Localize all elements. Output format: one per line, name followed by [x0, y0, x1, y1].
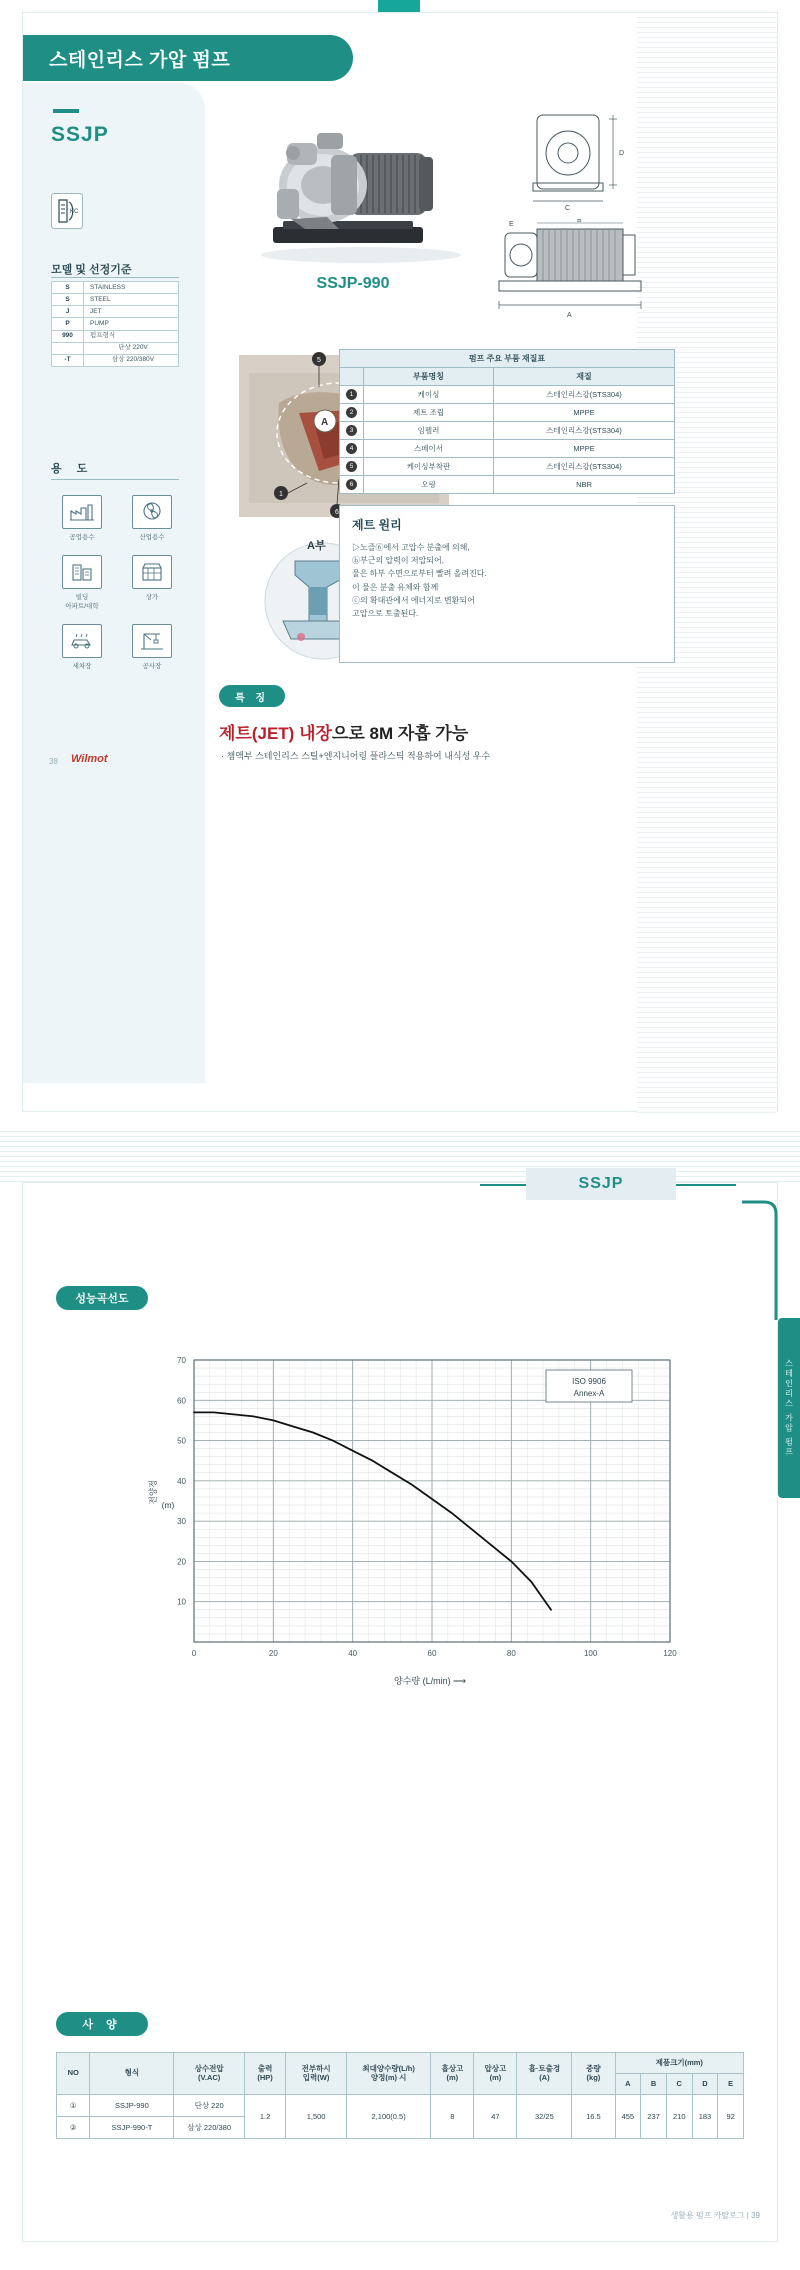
page-footer	[671, 2210, 760, 2221]
usage-label: 세차장	[72, 663, 92, 670]
part-no: 3	[340, 422, 364, 440]
part-material: NBR	[494, 476, 675, 494]
svg-text:(m): (m)	[161, 1500, 175, 1510]
usage-item	[47, 555, 117, 610]
svg-text:80: 80	[506, 1649, 516, 1658]
spec-col-size: 제품크기(mm)	[615, 2053, 744, 2074]
model-desc: 펌프형식	[84, 330, 179, 342]
parts-col-material: 재질	[494, 368, 675, 386]
top-tab-marker	[378, 0, 420, 12]
svg-text:C: C	[565, 205, 571, 212]
table-row	[52, 342, 179, 354]
feature-headline-black: 으로 8M 자흡 가능	[331, 724, 469, 743]
tab-model-label: SSJP	[526, 1168, 676, 1200]
part-name: 임펠러	[364, 422, 494, 440]
model-dash	[53, 109, 79, 113]
jet-principle-line: ⓒ의 확대관에서 에너지로 변환되어	[352, 595, 475, 605]
model-tab-bar	[480, 1168, 778, 1200]
model-name: SSJP	[51, 123, 109, 146]
svg-text:70: 70	[177, 1356, 186, 1365]
footer-text: 생활용 펌프 카탈로그 | 39	[670, 2211, 760, 2220]
performance-curve-svg	[130, 1342, 690, 1722]
table-row	[340, 422, 675, 440]
page-title: 스테인리스 가압 펌프	[49, 49, 231, 71]
brand-logo: Wilmot	[71, 753, 108, 765]
spec-col-bore: 흡·토출경 (A)	[517, 2053, 572, 2095]
model-code: 990	[52, 330, 84, 342]
part-name: 스페이서	[364, 440, 494, 458]
feature-tag: 특 징	[219, 685, 285, 707]
product-photo	[231, 109, 475, 267]
spec-col-weight: 중량 (kg)	[572, 2053, 615, 2095]
spec-col-b: B	[641, 2073, 667, 2094]
spec-col-hp: 출력 (HP)	[244, 2053, 285, 2095]
part-no: 1	[340, 386, 364, 404]
jet-principle-line: 이 물은 분출 유체와 함께	[352, 582, 439, 592]
model-selection-heading: 모델 및 선정기준	[51, 264, 132, 276]
part-no: 5	[340, 458, 364, 476]
specification-tag: 사 양	[56, 2012, 148, 2036]
jet-principle-line: 고압으로 토출된다.	[352, 608, 419, 618]
svg-text:D: D	[619, 150, 625, 157]
spec-model: SSJP-990	[90, 2094, 174, 2116]
table-row	[340, 368, 675, 386]
part-name: 케이싱부착판	[364, 458, 494, 476]
spec-size-d: 183	[692, 2094, 718, 2138]
table-row	[340, 404, 675, 422]
spec-maxflow: 2,100(0.5)	[346, 2094, 430, 2138]
specification-table	[56, 2052, 744, 2139]
spec-col-watt: 전부하시 입력(W)	[286, 2053, 347, 2095]
table-row	[52, 354, 179, 366]
svg-text:Annex-A: Annex-A	[573, 1389, 605, 1398]
parts-col-name: 부품명칭	[364, 368, 494, 386]
model-desc: PUMP	[84, 318, 179, 330]
part-material: 스테인리스강(STS304)	[494, 422, 675, 440]
spec-size-a: 455	[615, 2094, 641, 2138]
table-row	[52, 330, 179, 342]
table-row	[340, 386, 675, 404]
part-material: MPPE	[494, 404, 675, 422]
svg-text:양수량 (L/min) ⟶: 양수량 (L/min) ⟶	[394, 1676, 466, 1686]
tab-rule-right	[676, 1184, 736, 1186]
model-desc: JET	[84, 306, 179, 318]
table-row	[57, 2094, 744, 2116]
spec-watt: 1,500	[286, 2094, 347, 2138]
svg-text:1: 1	[279, 491, 283, 498]
usage-rule	[51, 479, 179, 480]
svg-text:5: 5	[317, 357, 321, 364]
part-no: 4	[340, 440, 364, 458]
svg-text:30: 30	[177, 1517, 186, 1527]
spec-col-e: E	[718, 2073, 744, 2094]
spec-no: ①	[57, 2094, 90, 2116]
model-code: S	[52, 294, 84, 306]
model-selection-table	[51, 281, 179, 367]
model-selection-rule	[51, 277, 179, 278]
jet-principle-line: 물은 하부 수면으로부터 빨려 올려진다.	[352, 569, 487, 579]
svg-text:60: 60	[427, 1649, 437, 1658]
svg-text:20: 20	[177, 1557, 186, 1567]
jet-principle-line: ⓑ부근의 압력이 저압되어,	[352, 556, 444, 566]
jet-principle-title: 제트 원리	[352, 518, 402, 532]
usage-label: 상가	[145, 594, 159, 601]
shop-icon	[132, 555, 172, 589]
spec-col-no: NO	[57, 2053, 90, 2095]
usage-item	[47, 624, 117, 670]
spec-size-e: 92	[718, 2094, 744, 2138]
svg-text:120: 120	[663, 1649, 677, 1658]
spec-pressure: 47	[474, 2094, 517, 2138]
svg-text:A: A	[321, 417, 329, 428]
page-title-bar	[23, 35, 353, 81]
spec-no: ②	[57, 2116, 90, 2138]
kc-certification-icon	[51, 193, 83, 229]
parts-col-no	[340, 368, 364, 386]
catalog-page-1	[0, 0, 800, 1128]
svg-text:60: 60	[177, 1396, 186, 1406]
svg-text:전양정: 전양정	[148, 1479, 158, 1505]
usage-item	[117, 555, 187, 610]
feature-headline-red: 제트(JET) 내장	[219, 724, 332, 743]
model-code: -T	[52, 354, 84, 366]
model-code	[52, 342, 84, 354]
spec-col-pressure: 압상고 (m)	[474, 2053, 517, 2095]
page-number: 38	[49, 757, 58, 766]
usage-label: 산업용수	[139, 534, 165, 541]
spec-col-c: C	[666, 2073, 692, 2094]
carwash-icon	[62, 624, 102, 658]
model-code: S	[52, 282, 84, 294]
svg-text:KC: KC	[70, 209, 78, 215]
svg-text:10: 10	[177, 1597, 186, 1607]
usage-icon-grid	[47, 495, 187, 684]
performance-curve-chart	[130, 1342, 690, 1722]
spec-col-suction: 흡상고 (m)	[431, 2053, 474, 2095]
spec-suction: 8	[431, 2094, 474, 2138]
corner-bracket	[742, 1200, 778, 1320]
table-row	[340, 458, 675, 476]
page1-top-strip	[0, 0, 800, 12]
table-row	[52, 306, 179, 318]
spec-col-model: 형식	[90, 2053, 174, 2095]
table-row	[340, 350, 675, 368]
part-name: 케이싱	[364, 386, 494, 404]
factory-icon	[62, 495, 102, 529]
spec-col-d: D	[692, 2073, 718, 2094]
spec-col-a: A	[615, 2073, 641, 2094]
svg-text:40: 40	[348, 1649, 358, 1658]
table-row	[52, 294, 179, 306]
model-code: J	[52, 306, 84, 318]
page1-content-frame	[22, 12, 778, 1112]
svg-text:100: 100	[583, 1649, 598, 1658]
svg-text:ISO 9906: ISO 9906	[572, 1377, 606, 1386]
spec-model: SSJP-990-T	[90, 2116, 174, 2138]
svg-text:20: 20	[268, 1649, 278, 1658]
svg-text:A: A	[567, 312, 572, 319]
model-code: P	[52, 318, 84, 330]
spec-weight: 16.5	[572, 2094, 615, 2138]
spec-hp: 1.2	[244, 2094, 285, 2138]
usage-item	[47, 495, 117, 541]
feature-bullet: · 챔액부 스테인리스 스틸+엔지니어링 플라스틱 적용하여 내식성 우수	[221, 751, 491, 761]
jet-principle-box	[339, 505, 675, 663]
usage-label: 공업용수	[69, 534, 95, 541]
part-name: 제트 조립	[364, 404, 494, 422]
dimension-drawing-top	[503, 109, 681, 213]
svg-text:B: B	[577, 219, 582, 224]
fan-icon	[132, 495, 172, 529]
building-icon	[62, 555, 102, 589]
side-tab	[778, 1318, 800, 1498]
table-row	[340, 476, 675, 494]
part-material: 스테인리스강(STS304)	[494, 386, 675, 404]
svg-text:E: E	[509, 221, 514, 228]
spec-col-voltage: 상수전압 (V.AC)	[174, 2053, 245, 2095]
spec-voltage: 단상 220	[174, 2094, 245, 2116]
feature-headline	[219, 719, 468, 744]
svg-text:0: 0	[191, 1649, 197, 1658]
jet-principle-line: ▷노즐⑥에서 고압수 분출에 의해,	[352, 543, 470, 552]
usage-item	[117, 495, 187, 541]
table-row	[52, 282, 179, 294]
part-name: 오링	[364, 476, 494, 494]
part-no: 6	[340, 476, 364, 494]
usage-heading: 용 도	[51, 463, 94, 475]
part-material: MPPE	[494, 440, 675, 458]
svg-text:50: 50	[177, 1436, 186, 1446]
spec-size-b: 237	[641, 2094, 667, 2138]
model-desc: STEEL	[84, 294, 179, 306]
svg-text:A부: A부	[307, 540, 326, 552]
spec-col-maxflow: 최대양수량(L/h) 양정(m) 시	[346, 2053, 430, 2095]
part-no: 2	[340, 404, 364, 422]
parts-table-title: 펌프 주요 부품 재질표	[340, 350, 675, 368]
part-material: 스테인리스강(STS304)	[494, 458, 675, 476]
product-caption: SSJP-990	[316, 275, 390, 292]
performance-curve-tag: 성능곡선도	[56, 1286, 148, 1310]
tab-rule-left	[480, 1184, 526, 1186]
spec-voltage: 삼상 220/380	[174, 2116, 245, 2138]
model-desc: STAINLESS	[84, 282, 179, 294]
table-row	[340, 440, 675, 458]
table-row	[52, 318, 179, 330]
crane-icon	[132, 624, 172, 658]
model-desc: 단상 220V	[84, 342, 179, 354]
model-desc: 삼상 220/380V	[84, 354, 179, 366]
side-tab-label: 스테인리스 가압 펌프	[784, 1358, 794, 1458]
catalog-page-2	[0, 1128, 800, 2270]
usage-label: 공사장	[142, 663, 162, 670]
svg-text:6: 6	[335, 509, 339, 516]
spec-size-c: 210	[666, 2094, 692, 2138]
dimension-drawing-bottom	[485, 219, 691, 321]
svg-text:40: 40	[177, 1476, 186, 1486]
parts-material-table	[339, 349, 675, 494]
spec-bore: 32/25	[517, 2094, 572, 2138]
table-header-row	[57, 2053, 744, 2074]
usage-item	[117, 624, 187, 670]
usage-label: 빌딩 아파트/대학	[65, 594, 99, 610]
